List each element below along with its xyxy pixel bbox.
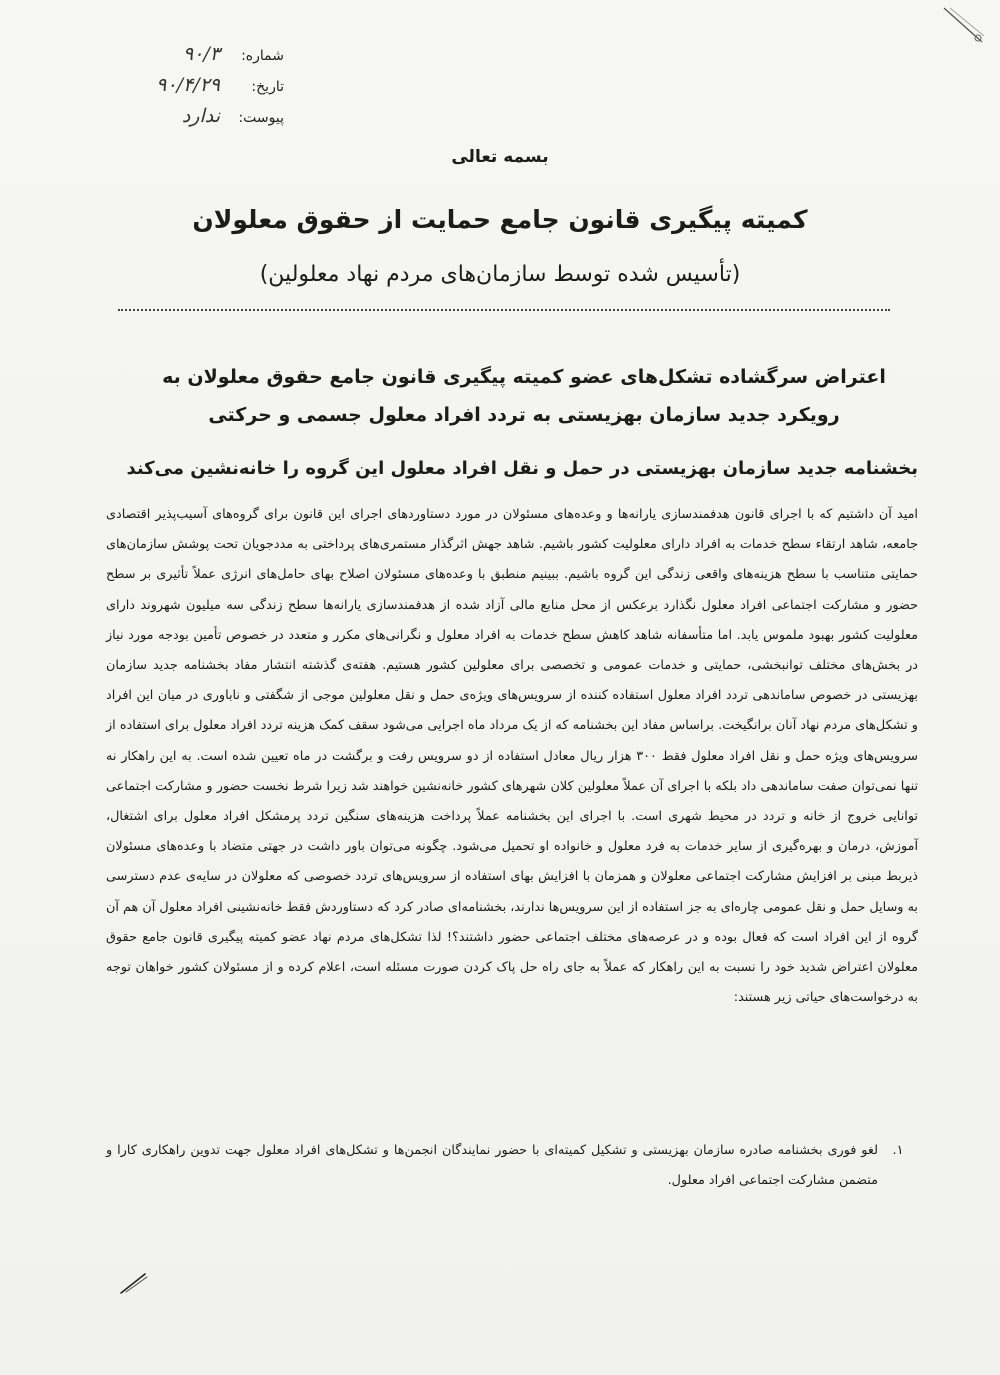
letter-body: امید آن داشتیم که با اجرای قانون هدفمندسازی یارانه‌ها و وعده‌های مسئولان در مورد دستاوردهای اجرای این قانون برای گروه‌های آسیب‌پذیر اقتصادی جامعه، شاهد ارتقاء سطح خدمات به افراد دارای معلولیت کشور باشیم. شاهد جهش اثرگذار مستمری‌های پرداختی به مددجویان تحت پوشش سازمان‌های حمایتی متناسب با سطح هزینه‌های واقعی زندگی این گروه باشیم. ببینیم منطبق با وعده‌های مسئولان اصلاح بهای حامل‌های انرژی عملاً تأثیری بر سطح حضور و مشارکت اجتماعی افراد معلول نگذارد برعکس از محل منابع مالی آزاد شده از هدفمندسازی یارانه‌ها سطح زندگی سه میلیون شهروند دارای معلولیت کشور بهبود ملموس یابد. اما متأسفانه شاهد کاهش سطح خدمات به افراد معلول و نگرانی‌های مکرر و متعدد در خصوص تأمین بودجه مورد نیاز در بخش‌های مختلف توانبخشی، حمایتی و خدمات عمومی و تخصصی برای معلولین کشور هستیم. هفته‌ی گذشته انتشار مفاد بخشنامه جدید سازمان بهزیستی در خصوص ساماندهی تردد افراد معلول استفاده کننده از سرویس‌های ویژه‌ی حمل و نقل معلولین موجی از شگفتی و ناباوری در میان این افراد و تشکل‌های مردم نهاد آنان برانگیخت. براساس مفاد این بخشنامه که از یک مرداد ماه اجرایی می‌شود سقف کمک هزینه تردد افراد معلول برای استفاده از سرویس‌های ویژه حمل و نقل افراد معلول فقط ۳۰۰ هزار ریال معادل استفاده از دو سرویس رفت و برگشت در ماه تعیین شده است. به این راهکار نه تنها نمی‌توان صفت ساماندهی داد بلکه با اجرای آن عملاً معلولین کلان شهرهای کشور خانه‌نشین خواهند شد زیرا شرط نخست حضور و مشارکت اجتماعی توانایی خروج از خانه و تردد در محیط شهری است. با اجرای این بخشنامه عملاً پرداخت هزینه‌های سنگین تردد پرمشکل افراد معلول برای اشتغال، آموزش، درمان و بهره‌گیری از سایر خدمات به فرد معلول و خانواده او تحمیل می‌شود. چگونه می‌توان باور داشت در جهتی متضاد با وعده‌های مسئولان ذیربط مبنی بر افزایش مشارکت اجتماعی معلولان و همزمان با افزایش بهای استفاده از سرویس‌های تردد خصوصی که معلولان در سایه‌ی عدم دسترسی به وسایل حمل و نقل عمومی چاره‌ای به جز استفاده از این سرویس‌ها ندارند، بخشنامه‌ای صادر کرد که دستاوردش فقط خانه‌نشینی افراد معلول آن هم آن گروه از این افراد است که فعال بوده و در عرصه‌های مختلف اجتماعی حضور داشتند؟! لذا تشکل‌های مردم نهاد عضو کمیته پیگیری قانون جامع حقوق معلولان اعتراض شدید خود را نسبت به این راهکار که عملاً به جای راه حل پاک کردن صورت مسئله است، اعلام کرده و از مسئولان کشور خواهان توجه به درخواست‌های حیاتی زیر هستند: <box>106 507 918 1006</box>
pen-stroke-mark-icon <box>118 1268 150 1296</box>
demands-list <box>106 1136 918 1196</box>
meta-date-row <box>144 71 284 102</box>
meta-attachment-row <box>144 102 284 133</box>
date-label: تاریخ: <box>251 79 284 95</box>
meta-number-row <box>144 40 284 71</box>
date-value: ۹۰/۴/۲۹ <box>156 74 220 96</box>
basmala-heading: بسمه تعالی <box>451 147 549 167</box>
attachment-value: ندارد <box>181 105 220 127</box>
number-label: شماره: <box>241 48 284 64</box>
organization-subtitle: (تأسیس شده توسط سازمان‌های مردم نهاد معلولین) <box>259 262 741 287</box>
letter-metadata <box>144 40 284 133</box>
number-value: ۹۰/۳ <box>182 43 220 65</box>
list-item-number: ۱. <box>892 1143 904 1158</box>
letter-headline: اعتراض سرگشاده تشکل‌های عضو کمیته پیگیری قانون جامع حقوق معلولان به رویکرد جدید سازمان بهزیستی به تردد افراد معلول جسمی و حرکتی <box>162 366 886 426</box>
letter-subheadline: بخشنامه جدید سازمان بهزیستی در حمل و نقل افراد معلول این گروه را خانه‌نشین می‌کند <box>126 458 918 479</box>
organization-title: کمیته پیگیری قانون جامع حمایت از حقوق معلولان <box>192 205 808 234</box>
attachment-label: پیوست: <box>238 110 284 126</box>
header-divider <box>118 309 890 311</box>
list-item <box>106 1136 918 1196</box>
staple-mark-icon <box>940 6 986 46</box>
list-item-text: لغو فوری بخشنامه صادره سازمان بهزیستی و تشکیل کمیته‌ای با حضور نمایندگان انجمن‌ها و تشکل‌های افراد معلول جهت تدوین راهکاری کارا و متضمن مشارکت اجتماعی افراد معلول. <box>106 1143 878 1188</box>
